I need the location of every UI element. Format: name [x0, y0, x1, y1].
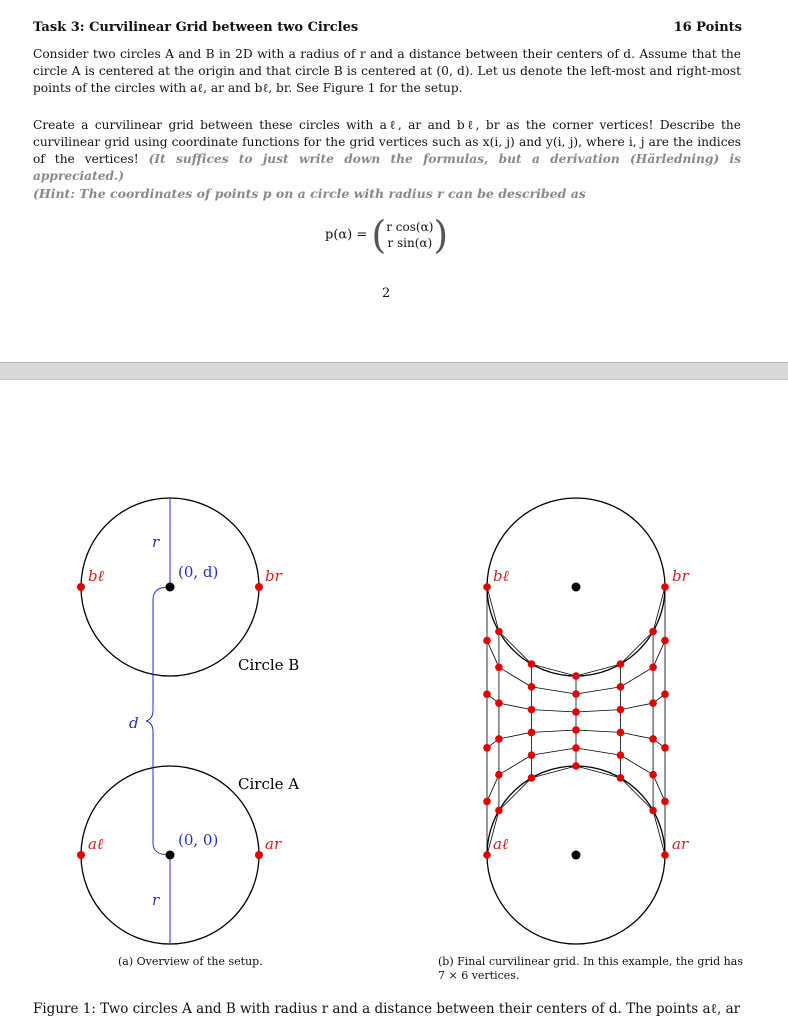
label-a-left: aℓ [88, 835, 104, 853]
distance-brace [146, 587, 170, 855]
grid-vertex [495, 807, 503, 815]
grid-edge-horizontal [653, 775, 665, 802]
page-divider [0, 362, 788, 380]
caption-a: (a) Overview of the setup. [118, 955, 263, 968]
grid-vertex [661, 583, 669, 591]
panel-a [77, 498, 299, 944]
label-circle-B: Circle B [238, 656, 300, 674]
grid-edge-horizontal [499, 703, 532, 710]
grid-edge-horizontal [576, 664, 621, 676]
grid-edge-horizontal [621, 732, 654, 739]
task-text: Create a curvilinear grid between these circles with aℓ, ar and bℓ, br as the corner vertices! Describe the curvilinear grid using coordinate functions for the grid vertices such as x(i, j) and y(i, j), where i, j are the indices of the vertices! [33, 118, 741, 166]
label-center-B: (0, d) [178, 563, 219, 581]
task-emphasis: (It suffices to just write down the formulas, but a derivation (Härledning) is appreciated.) [33, 152, 742, 183]
task-header [33, 20, 742, 40]
grid-edge-horizontal [499, 778, 532, 811]
grid-vertex [483, 798, 491, 806]
grid-vertex [572, 672, 580, 680]
grid-vertex [483, 637, 491, 645]
grid-edge-horizontal [532, 748, 577, 755]
label-r-top: r [152, 533, 160, 551]
grid-vertex [661, 851, 669, 859]
grid-edge-horizontal [532, 710, 577, 712]
vertex-a-left [77, 851, 85, 859]
grid-edge-horizontal [532, 664, 577, 676]
label-d: d [129, 714, 139, 732]
formula-lhs: p(α) = [325, 227, 368, 243]
grid-vertex [495, 771, 503, 779]
figure-canvas [0, 380, 788, 1024]
grid-edge-horizontal [532, 766, 577, 778]
grid-vertex [572, 744, 580, 752]
page-number: 2 [382, 286, 391, 301]
grid-label-a-left: aℓ [493, 835, 509, 853]
grid-vertex [617, 729, 625, 737]
grid-vertex [661, 690, 669, 698]
paragraph-setup: Consider two circles A and B in 2D with a radius of r and a distance between their centers of d. Assume that the circle A is centered at the origin and that circle B is centered at (0, d). Let us denote the left-most and right-most points of the circles with aℓ, ar and bℓ, br. See Figure 1 for the setup. [33, 47, 741, 95]
grid-edge-horizontal [499, 632, 532, 665]
grid-vertex [617, 751, 625, 759]
document-page-2 [0, 0, 788, 362]
grid-vertex [483, 744, 491, 752]
vertex-b-right [255, 583, 263, 591]
grid-vertex [649, 699, 657, 707]
label-b-right: br [265, 567, 282, 585]
grid-vertex [572, 762, 580, 770]
grid-vertex [572, 708, 580, 716]
figure-1 [0, 380, 788, 1024]
grid-vertex [661, 744, 669, 752]
grid-vertex [617, 660, 625, 668]
grid-edge-horizontal [532, 687, 577, 694]
grid-vertex [495, 664, 503, 672]
grid-edge-horizontal [576, 730, 621, 732]
grid-vertex [483, 583, 491, 591]
grid-edge-horizontal [576, 687, 621, 694]
grid-edge-horizontal [576, 748, 621, 755]
grid-vertex [528, 706, 536, 714]
grid-edge-horizontal [499, 732, 532, 739]
grid-edge-horizontal [653, 587, 665, 632]
formula-bottom: r sin(α) [387, 236, 433, 250]
grid-vertex [617, 706, 625, 714]
grid-vertex [483, 690, 491, 698]
label-r-bottom: r [152, 891, 160, 909]
grid-center-B-dot [572, 583, 581, 592]
grid-vertex [572, 726, 580, 734]
grid-vertex [649, 735, 657, 743]
grid-edge-horizontal [621, 778, 654, 811]
figure-caption: Figure 1: Two circles A and B with radius r and a distance between their centers of d. The points aℓ, ar [33, 1001, 741, 1017]
grid-vertex [483, 851, 491, 859]
grid-center-A-dot [572, 851, 581, 860]
panel-b [483, 498, 689, 944]
grid-vertex [495, 699, 503, 707]
right-paren: ) [433, 213, 449, 257]
grid-vertex [495, 735, 503, 743]
grid-vertex [649, 664, 657, 672]
grid-edge-horizontal [499, 755, 532, 775]
vertex-a-right [255, 851, 263, 859]
formula-vector [386, 219, 433, 251]
grid-vertex [649, 771, 657, 779]
hint-text: (Hint: The coordinates of points p on a circle with radius r can be described as [33, 186, 586, 201]
grid-label-a-right: ar [672, 835, 689, 853]
grid-edge-horizontal [621, 667, 654, 687]
caption-b: (b) Final curvilinear grid. In this example, the grid has 7 × 6 vertices. [438, 955, 743, 982]
task-title: Task 3: Curvilinear Grid between two Circles [33, 20, 359, 35]
grid-edge-horizontal [576, 766, 621, 778]
grid-vertex [495, 628, 503, 636]
grid-lines [487, 587, 665, 855]
grid-edge-horizontal [653, 811, 665, 856]
grid-edge-horizontal [487, 641, 499, 668]
grid-vertex [617, 683, 625, 691]
vertex-b-left [77, 583, 85, 591]
grid-vertex [528, 751, 536, 759]
left-paren: ( [371, 213, 387, 257]
grid-vertex [661, 798, 669, 806]
label-a-right: ar [265, 835, 282, 853]
grid-edge-horizontal [621, 703, 654, 710]
grid-edge-horizontal [499, 667, 532, 687]
grid-vertex [528, 683, 536, 691]
grid-vertex [661, 637, 669, 645]
center-B-dot [166, 583, 175, 592]
grid-edge-horizontal [621, 755, 654, 775]
center-A-dot [166, 851, 175, 860]
grid-edge-horizontal [653, 641, 665, 668]
grid-vertex [528, 729, 536, 737]
paragraph-task [33, 117, 741, 185]
grid-vertex [528, 774, 536, 782]
task-points: 16 Points [673, 20, 742, 35]
grid-vertex [649, 807, 657, 815]
grid-label-b-right: br [672, 567, 689, 585]
formula-top: r cos(α) [386, 220, 434, 234]
label-b-left: bℓ [88, 567, 104, 585]
grid-vertex [572, 690, 580, 698]
grid-vertex [617, 774, 625, 782]
grid-edge-horizontal [487, 587, 499, 632]
grid-edge-horizontal [576, 710, 621, 712]
label-center-A: (0, 0) [178, 831, 219, 849]
grid-vertex [528, 660, 536, 668]
label-circle-A: Circle A [238, 775, 300, 793]
grid-edge-horizontal [621, 632, 654, 665]
grid-vertex [649, 628, 657, 636]
grid-label-b-left: bℓ [493, 567, 509, 585]
circle-formula [325, 213, 449, 257]
grid-edge-horizontal [532, 730, 577, 732]
grid-edge-horizontal [487, 775, 499, 802]
